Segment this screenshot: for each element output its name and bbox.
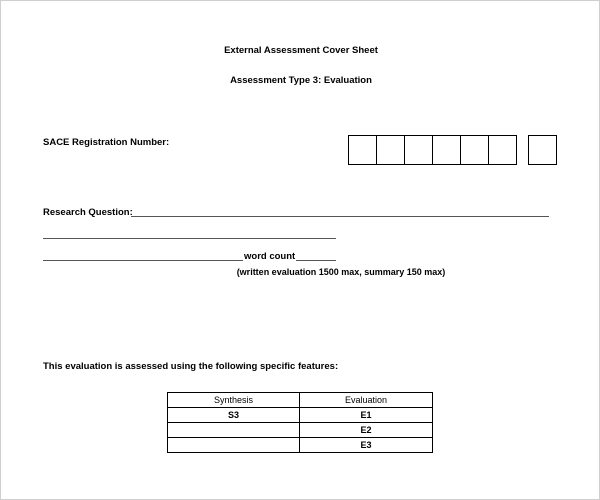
document-subtitle: Assessment Type 3: Evaluation: [230, 75, 372, 86]
sace-check-letter-box[interactable]: [528, 135, 557, 165]
sace-digit-box[interactable]: [348, 135, 377, 165]
table-row: [168, 408, 433, 423]
sace-digit-box[interactable]: [460, 135, 489, 165]
table-row: [168, 438, 433, 453]
table-header-row: [168, 393, 433, 408]
evaluation-cell: E2: [300, 423, 433, 438]
research-question-label: Research Question:: [43, 207, 133, 218]
table-row: [168, 423, 433, 438]
document-title: External Assessment Cover Sheet: [224, 45, 378, 56]
word-count-label: word count: [244, 251, 296, 262]
column-header-synthesis: Synthesis: [168, 393, 300, 408]
sace-number-boxes[interactable]: [348, 135, 516, 165]
sace-digit-box[interactable]: [404, 135, 433, 165]
sace-digit-box[interactable]: [488, 135, 517, 165]
synthesis-cell: [168, 438, 300, 453]
features-intro: This evaluation is assessed using the following specific features:: [43, 361, 339, 372]
evaluation-cell: E1: [300, 408, 433, 423]
sace-registration-label: SACE Registration Number:: [43, 137, 170, 148]
features-table: [167, 392, 433, 453]
research-question-line[interactable]: [131, 216, 549, 217]
word-limit-note: (written evaluation 1500 max, summary 150 max): [236, 267, 446, 277]
evaluation-cell: E3: [300, 438, 433, 453]
research-question-line[interactable]: [43, 260, 243, 261]
synthesis-cell: [168, 423, 300, 438]
column-header-evaluation: Evaluation: [300, 393, 433, 408]
word-count-line[interactable]: [296, 260, 336, 261]
synthesis-cell: S3: [168, 408, 300, 423]
research-question-line[interactable]: [43, 238, 336, 239]
sace-digit-box[interactable]: [376, 135, 405, 165]
sace-digit-box[interactable]: [432, 135, 461, 165]
